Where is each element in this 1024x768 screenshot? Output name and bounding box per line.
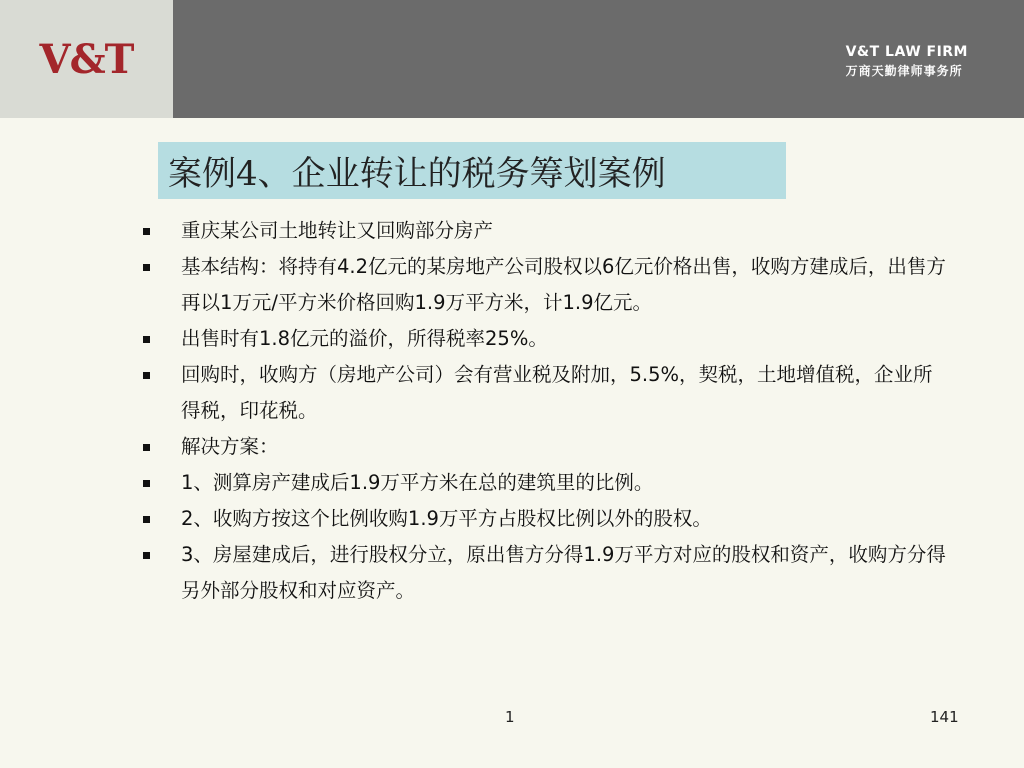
bullet-text: 3、房屋建成后，进行股权分立，原出售方分得1.9万平方对应的股权和资产，收购方分得另外部分股权和对应资产。 — [181, 543, 946, 602]
square-bullet-icon — [143, 444, 150, 451]
firm-name-en: V&T LAW FIRM — [845, 44, 968, 60]
firm-logo: V&T — [39, 35, 134, 83]
list-item — [143, 213, 963, 249]
slide-number: 141 — [930, 708, 959, 726]
header — [0, 0, 1024, 118]
list-item — [143, 321, 963, 357]
bullet-text: 1、测算房产建成后1.9万平方米在总的建筑里的比例。 — [181, 471, 654, 494]
list-item — [143, 465, 963, 501]
square-bullet-icon — [143, 552, 150, 559]
list-item — [143, 357, 963, 429]
square-bullet-icon — [143, 372, 150, 379]
square-bullet-icon — [143, 516, 150, 523]
firm-name-block — [846, 44, 968, 79]
square-bullet-icon — [143, 336, 150, 343]
list-item — [143, 501, 963, 537]
slide-title: 案例4、企业转让的税务筹划案例 — [168, 154, 666, 194]
square-bullet-icon — [143, 228, 150, 235]
header-bar — [173, 0, 1024, 118]
list-item — [143, 429, 963, 465]
bullet-text: 解决方案： — [181, 435, 279, 458]
bullet-text: 2、收购方按这个比例收购1.9万平方占股权比例以外的股权。 — [181, 507, 712, 530]
slide-title-box — [158, 142, 786, 199]
firm-name-cn: 万商天勤律师事务所 — [845, 64, 963, 78]
bullet-text: 回购时，收购方（房地产公司）会有营业税及附加，5.5%，契税，土地增值税，企业所得税，印花税。 — [181, 363, 933, 422]
bullet-text: 重庆某公司土地转让又回购部分房产 — [181, 219, 494, 242]
square-bullet-icon — [143, 480, 150, 487]
page-number: 1 — [505, 708, 515, 726]
list-item — [143, 249, 963, 321]
bullet-list — [143, 213, 963, 609]
list-item — [143, 537, 963, 609]
square-bullet-icon — [143, 264, 150, 271]
logo-panel — [0, 0, 173, 118]
bullet-text: 基本结构：将持有4.2亿元的某房地产公司股权以6亿元价格出售，收购方建成后，出售方再以1万元/平方米价格回购1.9万平方米，计1.9亿元。 — [181, 255, 946, 314]
bullet-text: 出售时有1.8亿元的溢价，所得税率25%。 — [181, 327, 548, 350]
